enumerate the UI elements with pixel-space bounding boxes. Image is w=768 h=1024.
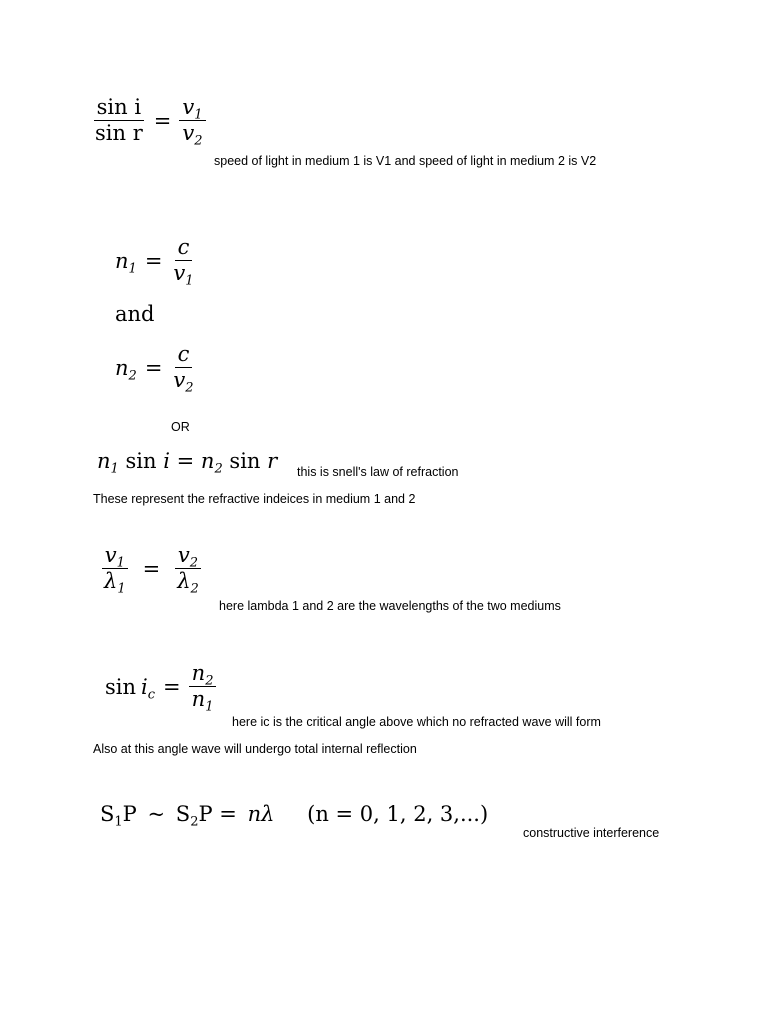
- paragraph-refractive-indices: These represent the refractive indeices in medium 1 and 2: [93, 492, 416, 506]
- equals-sign: =: [144, 248, 163, 273]
- fraction-numerator: sin i: [94, 96, 144, 121]
- term-s2p: $S_2P$: [175, 802, 213, 830]
- fraction-numerator: $v_2$: [175, 544, 201, 569]
- fraction-c-over-v2: [170, 342, 196, 396]
- fraction-v1-over-lambda1: [101, 543, 129, 597]
- fraction-sin-ratio: [92, 96, 146, 145]
- note-wavelengths: here lambda 1 and 2 are the wavelengths of the two mediums: [219, 599, 561, 613]
- fraction-v2-over-lambda2: [174, 543, 202, 597]
- equals-sign: =: [144, 355, 163, 380]
- fraction-speed-ratio: [179, 95, 205, 149]
- fraction-numerator: $n_2$: [189, 662, 217, 687]
- paragraph-total-internal-reflection: Also at this angle wave will undergo total internal reflection: [93, 742, 417, 756]
- symbol-n1: $n_1$: [97, 449, 119, 477]
- symbol-n1: $n_1$: [115, 248, 137, 277]
- note-speed-of-light: speed of light in medium 1 is V1 and speed of light in medium 2 is V2: [214, 154, 597, 168]
- note-constructive-interference: constructive interference: [523, 826, 660, 840]
- fraction-numerator: c: [175, 343, 193, 368]
- tilde-sign: ~: [147, 802, 166, 826]
- equation-snells-law: [97, 449, 278, 477]
- fraction-denominator: $\lambda_1$: [104, 569, 126, 597]
- fraction-n2-over-n1: [189, 661, 217, 715]
- term-n-lambda: nλ: [247, 802, 275, 826]
- symbol-n2: $n_2$: [115, 355, 137, 384]
- equation-snell-speed-ratio: [92, 95, 206, 149]
- equation-critical-angle: [105, 661, 216, 715]
- fraction-denominator: sin r: [95, 121, 143, 146]
- fraction-numerator: c: [175, 236, 193, 261]
- term-s1p: $S_1P$: [100, 802, 137, 830]
- symbol-i: i: [163, 449, 170, 473]
- equation-n2: [115, 342, 197, 396]
- function-sin: sin: [229, 449, 261, 473]
- fraction-denominator: $v_1$: [173, 261, 194, 289]
- word-and: and: [115, 302, 155, 326]
- equals-sign: =: [176, 449, 195, 473]
- equals-sign: =: [219, 802, 237, 826]
- fraction-denominator: $n_1$: [191, 687, 214, 715]
- function-sin: sin: [125, 449, 157, 473]
- fraction-numerator: $v_1$: [102, 544, 128, 569]
- fraction-denominator: $v_2$: [182, 121, 203, 149]
- fraction-numerator: $v_1$: [179, 96, 205, 121]
- equation-n1: [115, 235, 197, 289]
- condition-n-values: (n = 0, 1, 2, 3,...): [307, 802, 489, 826]
- equals-sign: =: [153, 108, 172, 133]
- equation-wavelength-ratio: [101, 543, 202, 597]
- fraction-denominator: $\lambda_2$: [177, 569, 199, 597]
- equals-sign: =: [142, 556, 161, 581]
- note-snells-law: this is snell's law of refraction: [297, 465, 459, 479]
- symbol-r: r: [267, 449, 278, 473]
- note-critical-angle: here ic is the critical angle above which no refracted wave will form: [232, 715, 601, 729]
- equation-path-difference: [100, 802, 489, 830]
- symbol-n2: $n_2$: [200, 449, 223, 477]
- fraction-c-over-v1: [170, 235, 196, 289]
- label-or: OR: [171, 420, 190, 434]
- equals-sign: =: [163, 674, 181, 699]
- symbol-ic: $i_c$: [141, 674, 156, 703]
- fraction-denominator: $v_2$: [173, 368, 194, 396]
- function-sin: sin: [105, 674, 137, 699]
